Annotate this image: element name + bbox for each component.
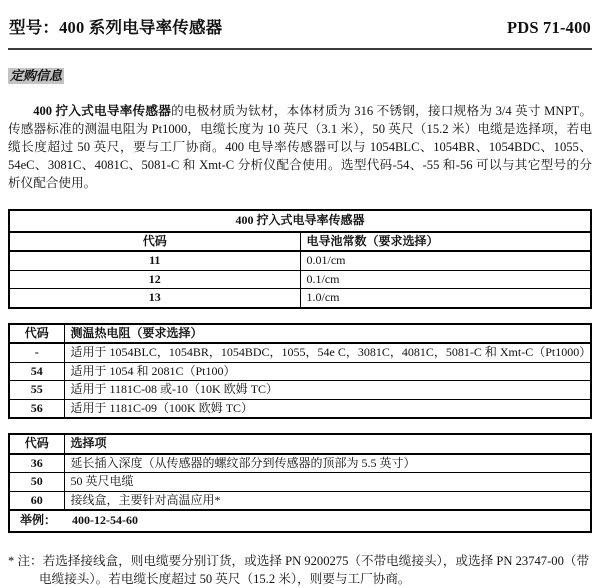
desc-cell: 接线盒，主要针对高温应用*	[64, 491, 591, 510]
example-cell	[9, 510, 591, 532]
table-row	[9, 251, 591, 270]
table-header-row	[9, 232, 591, 252]
table-rtd	[8, 323, 592, 420]
intro-body: 的电极材质为钛材，本体材质为 316 不锈钢，接口规格为 3/4 英寸 MNPT。传感器标准的测温电阻为 Pt1000，电缆长度为 10 英尺（3.1 米），50 英尺（15.2 米）电缆是选择项，若电缆长度超过 50 英尺，要与工厂协商。400 电导率传感器可以与 1054BLC、1054BR、1054BDC、1055、54eC、3081C、4081C、5081-C 和 Xmt-C 分析仪配合使用。选型代码-54、-55 和-56 可以与其它型号的分析仪配合使用。	[8, 104, 592, 190]
code-cell: 55	[9, 381, 64, 400]
code-cell: 56	[9, 399, 64, 418]
desc-cell: 适用于 1181C-09（100K 欧姆 TC）	[64, 399, 591, 418]
document-header	[8, 12, 592, 50]
desc-cell: 适用于 1181C-08 或-10（10K 欧姆 TC）	[64, 381, 591, 400]
column-header-code: 代码	[9, 434, 64, 454]
desc-cell: 适用于 1054 和 2081C（Pt100）	[64, 362, 591, 381]
code-cell: 54	[9, 362, 64, 381]
table-row	[9, 454, 591, 473]
table-title-row	[9, 210, 591, 232]
intro-lead: 400 拧入式电导率传感器	[33, 104, 172, 118]
section-heading: 定购信息	[10, 68, 63, 83]
table-row	[9, 289, 591, 308]
column-header-option: 电导池常数（要求选择）	[300, 232, 591, 252]
table-row	[9, 362, 591, 381]
footnote-line-2: 电缆接头）。若电缆长度超过 50 英尺（15.2 米），则要与工厂协商。	[39, 571, 411, 586]
doc-number: PDS 71-400	[506, 18, 591, 37]
table-header-row	[9, 324, 591, 344]
desc-cell: 50 英尺电缆	[64, 473, 591, 492]
desc-cell: 适用于 1054BLC，1054BR，1054BDC，1055，54e C，3081C，4081C，5081-C 和 Xmt-C（Pt1000）	[64, 343, 591, 362]
desc-cell: 0.1/cm	[300, 270, 591, 289]
code-cell: 50	[9, 473, 64, 492]
desc-cell: 1.0/cm	[300, 289, 591, 308]
example-value: 400-12-54-60	[72, 513, 139, 527]
table-options	[8, 433, 592, 533]
table-row	[9, 343, 591, 362]
code-cell: 60	[9, 491, 64, 510]
code-cell: 36	[9, 454, 64, 473]
table-row	[9, 473, 591, 492]
code-cell: 11	[9, 251, 300, 270]
table-row	[9, 270, 591, 289]
code-cell: 13	[9, 289, 300, 308]
column-header-code: 代码	[9, 232, 300, 252]
page-title: 型号：400 系列电导率传感器	[9, 18, 223, 37]
example-row	[9, 510, 591, 532]
example-label: 举例：	[20, 513, 57, 527]
column-header-option: 测温热电阻（要求选择）	[64, 324, 591, 344]
footnote	[8, 552, 592, 588]
section-heading-row	[8, 67, 592, 85]
code-cell: -	[9, 343, 64, 362]
table-row	[9, 491, 591, 510]
table-title: 400 拧入式电导率传感器	[9, 210, 591, 232]
intro-paragraph	[8, 102, 592, 192]
footnote-line-1: * 注：若选择接线盒，则电缆要分别订货，或选择 PN 9200275（不带电缆接头），或选择 PN 23747-00（带	[8, 553, 590, 568]
table-header-row	[9, 434, 591, 454]
table-row	[9, 381, 591, 400]
column-header-code: 代码	[9, 324, 64, 344]
desc-cell: 延长插入深度（从传感器的螺纹部分到传感器的顶部为 5.5 英寸）	[64, 454, 591, 473]
desc-cell: 0.01/cm	[300, 251, 591, 270]
table-cell-constant	[8, 209, 592, 309]
table-row	[9, 399, 591, 418]
column-header-option: 选择项	[64, 434, 591, 454]
code-cell: 12	[9, 270, 300, 289]
